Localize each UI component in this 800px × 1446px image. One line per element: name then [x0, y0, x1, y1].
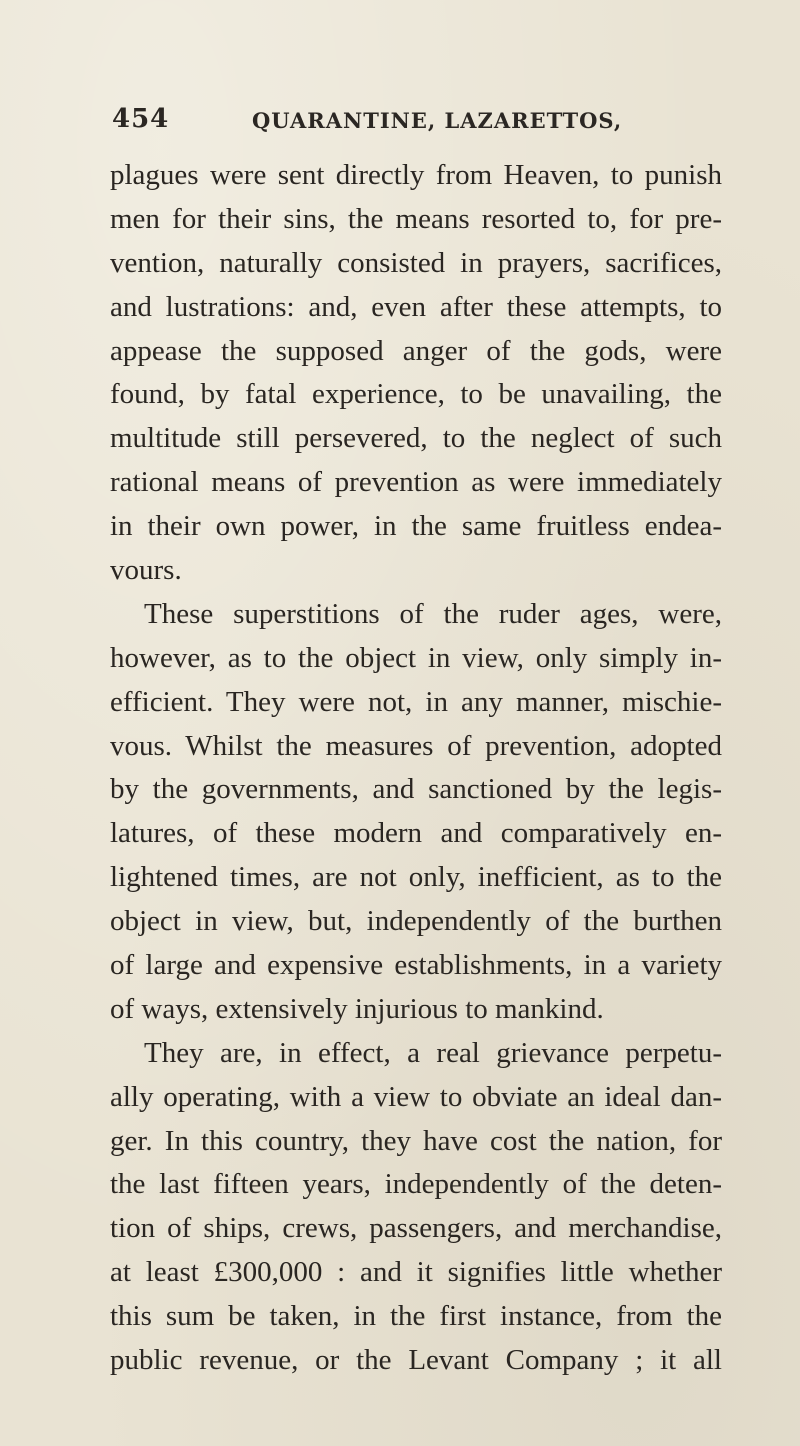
text-line: of large and expensive establishments, in a variety — [110, 949, 722, 982]
text-line: however, as to the object in view, only simply in- — [110, 641, 722, 674]
running-head — [112, 104, 732, 144]
text-line: ally operating, with a view to obviate an ideal dan- — [110, 1080, 722, 1113]
text-line: at least £300,000 : and it signifies little whether — [110, 1256, 722, 1289]
text-line: men for their sins, the means resorted to, for pre- — [110, 202, 722, 235]
text-line: appease the supposed anger of the gods, were — [110, 334, 722, 367]
page-number: 454 — [112, 104, 170, 134]
text-line: ger. In this country, they have cost the nation, for — [110, 1124, 722, 1157]
body-text — [110, 154, 722, 1383]
text-line: plagues were sent directly from Heaven, to punish — [110, 159, 722, 191]
text-line: this sum be taken, in the first instance, from the — [110, 1300, 722, 1333]
text-line: in their own power, in the same fruitless endea- — [110, 510, 722, 543]
text-line: These superstitions of the ruder ages, were, — [144, 597, 722, 630]
text-line: vention, naturally consisted in prayers, sacrifices, — [110, 246, 722, 279]
text-line: by the governments, and sanctioned by the legis- — [110, 773, 722, 806]
text-line: They are, in effect, a real grievance perpetu- — [144, 1036, 722, 1069]
text-line: public revenue, or the Levant Company ; it all — [110, 1344, 722, 1377]
text-line: the last fifteen years, independently of the deten- — [110, 1168, 722, 1201]
text-line: multitude still persevered, to the neglect of such — [110, 422, 722, 455]
text-line: found, by fatal experience, to be unavailing, the — [110, 378, 722, 411]
text-line: vous. Whilst the measures of prevention, adopted — [110, 729, 722, 762]
text-line: and lustrations: and, even after these attempts, to — [110, 290, 722, 323]
text-line: object in view, but, independently of the burthen — [110, 905, 722, 938]
text-line: tion of ships, crews, passengers, and merchandise, — [110, 1212, 722, 1245]
running-title: QUARANTINE, LAZARETTOS, — [252, 108, 623, 133]
text-line: rational means of prevention as were immediately — [110, 466, 722, 499]
text-line: efficient. They were not, in any manner, mischie- — [110, 685, 722, 718]
text-line: lightened times, are not only, inefficient, as to the — [110, 861, 722, 894]
text-line: vours. — [110, 554, 182, 587]
text-line: of ways, extensively injurious to mankind. — [110, 992, 604, 1025]
text-line: latures, of these modern and comparatively en- — [110, 817, 722, 850]
